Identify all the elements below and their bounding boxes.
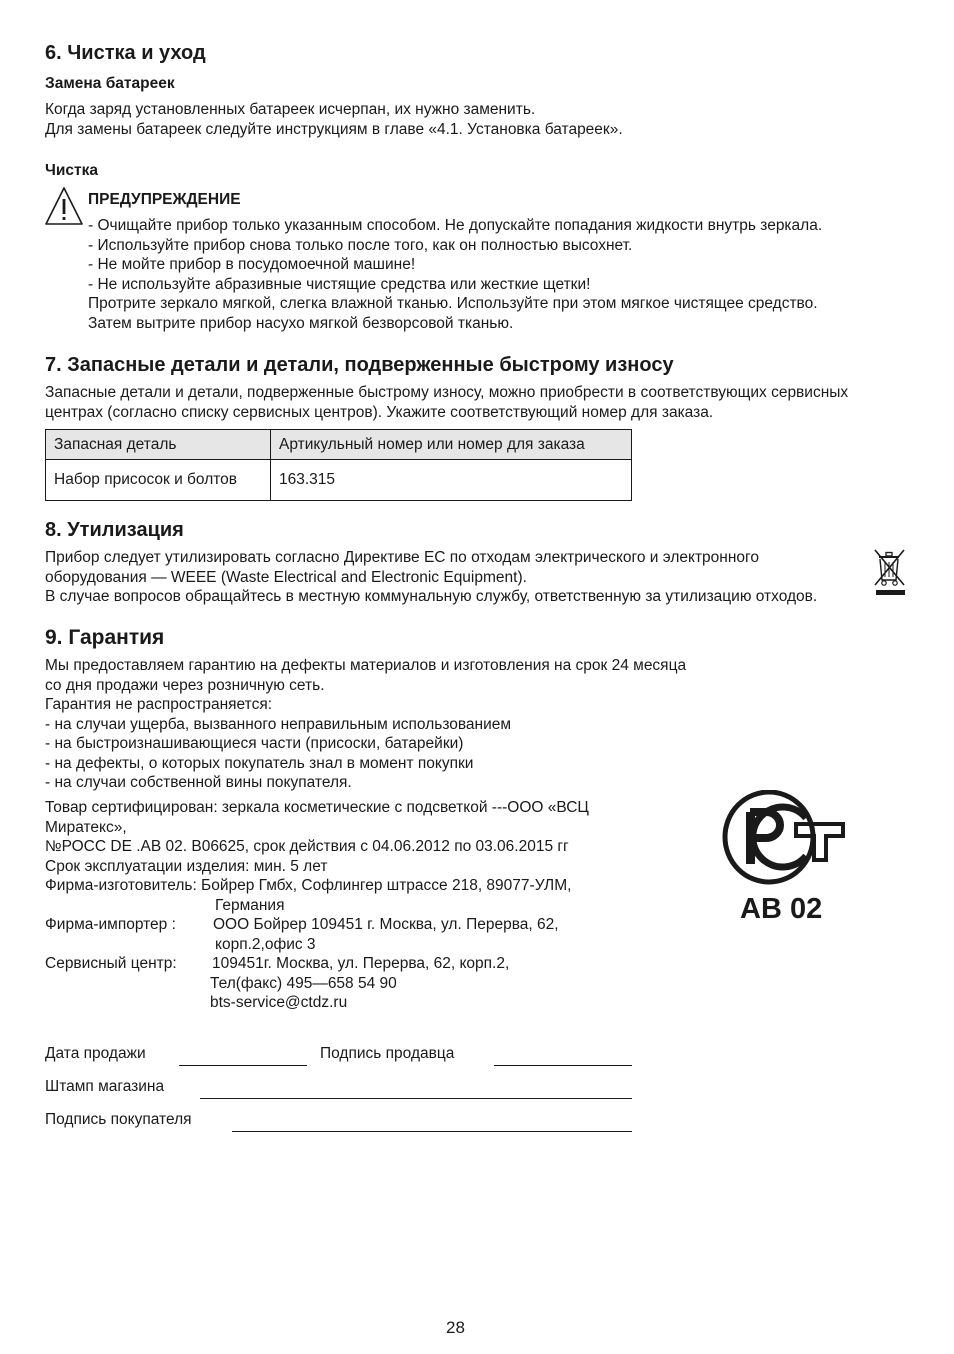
warranty-line: - на случаи ущерба, вызванного неправильным использованием [45, 715, 512, 733]
buyer-signature-line[interactable] [232, 1131, 632, 1132]
shop-stamp-line[interactable] [200, 1098, 632, 1099]
warning-text-line: Затем вытрите прибор насухо мягкой безворсовой тканью. [88, 314, 514, 332]
spare-parts-table [45, 429, 632, 501]
section-9-title: 9. Гарантия [45, 626, 165, 649]
warning-item: - Не используйте абразивные чистящие средства или жесткие щетки! [88, 275, 591, 293]
cleaning-heading: Чистка [45, 162, 99, 179]
section-6-title: 6. Чистка и уход [45, 42, 206, 64]
table-cell: 163.315 [271, 460, 632, 501]
importer-address [213, 915, 559, 954]
warning-item: - Используйте прибор снова только после того, как он полностью высохнет. [88, 236, 633, 254]
section-7-line: Запасные детали и детали, подверженные быстрому износу, можно приобрести в соответствующих сервисных [45, 384, 849, 401]
importer-label: Фирма-импортер : [45, 916, 176, 933]
warranty-line: - на случаи собственной вины покупателя. [45, 774, 352, 791]
cert-line: Фирма-изготовитель: Бойрер Гмбх, Софлингер штрассе 218, 89077-УЛМ, [45, 877, 572, 894]
buyer-signature-label: Подпись покупателя [45, 1111, 192, 1128]
service-line: Тел(факс) 495—658 54 90 [210, 974, 397, 992]
battery-text [45, 100, 623, 139]
certification-text [45, 798, 589, 896]
section-7-title: 7. Запасные детали и детали, подверженные быстрому износу [45, 354, 674, 376]
table-header-cell: Артикульный номер или номер для заказа [271, 430, 632, 460]
table-header-row [46, 430, 632, 460]
warranty-line: со дня продажи через розничную сеть. [45, 676, 325, 694]
warning-text-line: Протрите зеркало мягкой, слегка влажной тканью. Используйте при этом мягкое чистящее средство. [88, 295, 818, 312]
service-line: bts-service@ctdz.ru [210, 994, 348, 1011]
section-8-title: 8. Утилизация [45, 519, 184, 541]
sale-date-label: Дата продажи [45, 1045, 146, 1062]
service-address [210, 954, 509, 1013]
manufacturer-country: Германия [215, 897, 285, 914]
importer-line: корп.2,офис 3 [215, 935, 316, 953]
cert-line: №РОСС DE .AB 02. B06625, срок действия с 04.06.2012 по 03.06.2015 гг [45, 838, 569, 855]
section-7-line: центрах (согласно списку сервисных центров). Укажите соответствующий номер для заказа. [45, 403, 714, 421]
warning-title: ПРЕДУПРЕЖДЕНИЕ [88, 191, 241, 208]
warranty-text [45, 656, 686, 793]
service-line: 109451г. Москва, ул. Перерва, 62, корп.2, [212, 955, 510, 972]
cert-line: Срок эксплуатации изделия: мин. 5 лет [45, 857, 328, 875]
cert-line: Миратекс», [45, 818, 127, 836]
service-label: Сервисный центр: [45, 955, 177, 972]
battery-line: Когда заряд установленных батареек исчерпан, их нужно заменить. [45, 101, 536, 118]
crossed-out-bin-icon [872, 547, 908, 599]
section-7-text [45, 383, 848, 422]
cert-line: Товар сертифицирован: зеркала косметические с подсветкой ---ООО «ВСЦ [45, 799, 589, 816]
section-8-line: оборудования — WEEE (Waste Electrical and Electronic Equipment). [45, 568, 527, 586]
warning-item: - Не мойте прибор в посудомоечной машине! [88, 256, 416, 273]
table-row [46, 460, 632, 501]
cert-mark-code: АВ 02 [740, 893, 823, 925]
seller-signature-line[interactable] [494, 1065, 632, 1066]
sale-date-line[interactable] [179, 1065, 307, 1066]
table-header-cell: Запасная деталь [46, 430, 271, 460]
battery-line: Для замены батареек следуйте инструкциям в главе «4.1. Установка батареек». [45, 120, 623, 138]
warranty-line: - на дефекты, о которых покупатель знал в момент покупки [45, 754, 474, 772]
warning-item: - Очищайте прибор только указанным способом. Не допускайте попадания жидкости внутрь зеркала. [88, 217, 823, 234]
seller-signature-label: Подпись продавца [320, 1045, 455, 1062]
section-8-text [45, 548, 817, 607]
pct-certification-logo [722, 790, 846, 888]
page-number: 28 [446, 1318, 465, 1337]
section-8-line: Прибор следует утилизировать согласно Директиве ЕС по отходам электрического и электронного [45, 549, 759, 566]
warning-icon [44, 186, 84, 226]
importer-line: ООО Бойрер 109451 г. Москва, ул. Перерва, 62, [213, 916, 559, 933]
warranty-line: Мы предоставляем гарантию на дефекты материалов и изготовления на срок 24 месяца [45, 657, 687, 674]
table-cell: Набор присосок и болтов [46, 460, 271, 501]
section-8-line: В случае вопросов обращайтесь в местную коммунальную службу, ответственную за утилизацию отходов. [45, 588, 818, 605]
warranty-line: Гарантия не распространяется: [45, 696, 273, 713]
battery-heading: Замена батареек [45, 75, 175, 92]
warning-list [88, 216, 822, 333]
shop-stamp-label: Штамп магазина [45, 1078, 165, 1095]
warranty-line: - на быстроизнашивающиеся части (присоски, батарейки) [45, 735, 464, 752]
